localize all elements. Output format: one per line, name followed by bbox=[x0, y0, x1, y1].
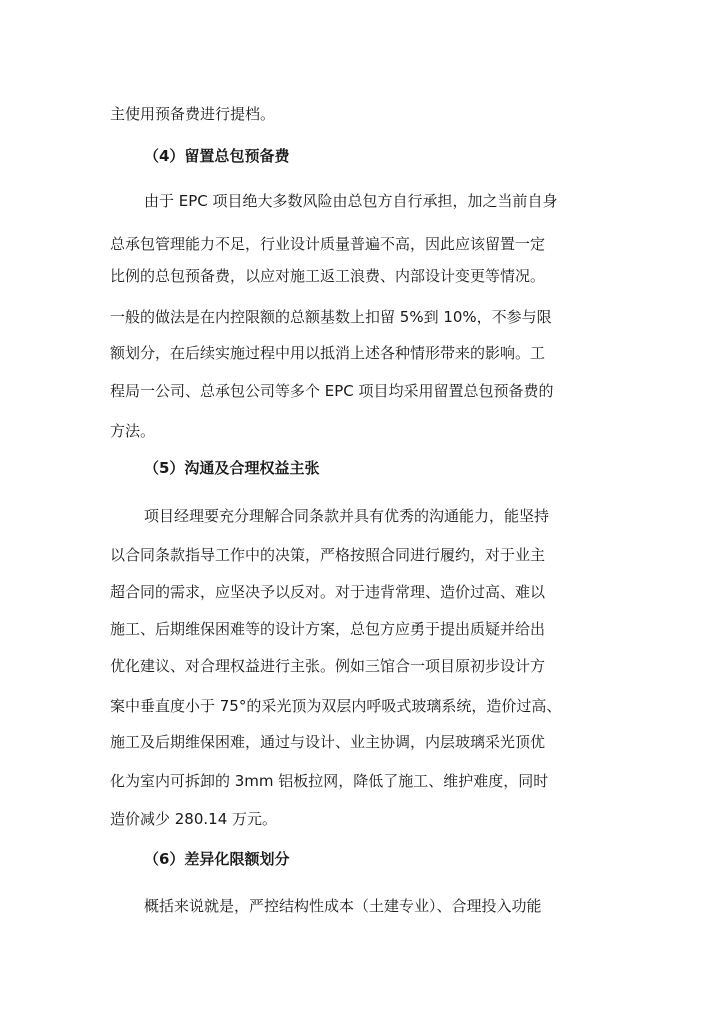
paragraph-line: 一般的做法是在内控限额的总额基数上扣留 5%到 10%，不参与限 bbox=[110, 308, 552, 326]
paragraph-line: 造价减少 280.14 万元。 bbox=[110, 810, 278, 828]
paragraph-line: 项目经理要充分理解合同条款并具有优秀的沟通能力，能坚持 bbox=[144, 507, 550, 525]
section-heading: （5）沟通及合理权益主张 bbox=[144, 459, 320, 477]
paragraph-line: 施工及后期维保困难，通过与设计、业主协调，内层玻璃采光顶优 bbox=[110, 733, 546, 751]
paragraph-line: 超合同的需求，应坚决予以反对。对于违背常理、造价过高、难以 bbox=[110, 583, 546, 601]
paragraph-line: 额划分，在后续实施过程中用以抵消上述各种情形带来的影响。工 bbox=[110, 344, 546, 362]
paragraph-line: 概括来说就是，严控结构性成本（土建专业）、合理投入功能 bbox=[144, 897, 542, 915]
paragraph-line: 由于 EPC 项目绝大多数风险由总包方自行承担，加之当前自身 bbox=[144, 192, 558, 210]
paragraph-line: 比例的总包预备费，以应对施工返工浪费、内部设计变更等情况。 bbox=[110, 267, 546, 285]
paragraph-line: 案中垂直度小于 75°的采光顶为双层内呼吸式玻璃系统，造价过高、 bbox=[110, 697, 562, 715]
paragraph-line: 化为室内可拆卸的 3mm 铝板拉网，降低了施工、维护难度，同时 bbox=[110, 772, 549, 790]
paragraph-line: 程局一公司、总承包公司等多个 EPC 项目均采用留置总包预备费的 bbox=[110, 382, 554, 400]
paragraph-line: 优化建议、对合理权益进行主张。例如三馆合一项目原初步设计方 bbox=[110, 657, 546, 675]
paragraph-line: 以合同条款指导工作中的决策，严格按照合同进行履约，对于业主 bbox=[110, 546, 546, 564]
section-heading: （4）留置总包预备费 bbox=[144, 147, 290, 165]
paragraph-line: 总承包管理能力不足，行业设计质量普遍不高，因此应该留置一定 bbox=[110, 235, 546, 253]
section-heading: （6）差异化限额划分 bbox=[144, 850, 290, 868]
paragraph-line: 施工、后期维保困难等的设计方案，总包方应勇于提出质疑并给出 bbox=[110, 620, 546, 638]
paragraph-line: 方法。 bbox=[110, 422, 156, 440]
paragraph-line: 主使用预备费进行提档。 bbox=[110, 105, 276, 123]
